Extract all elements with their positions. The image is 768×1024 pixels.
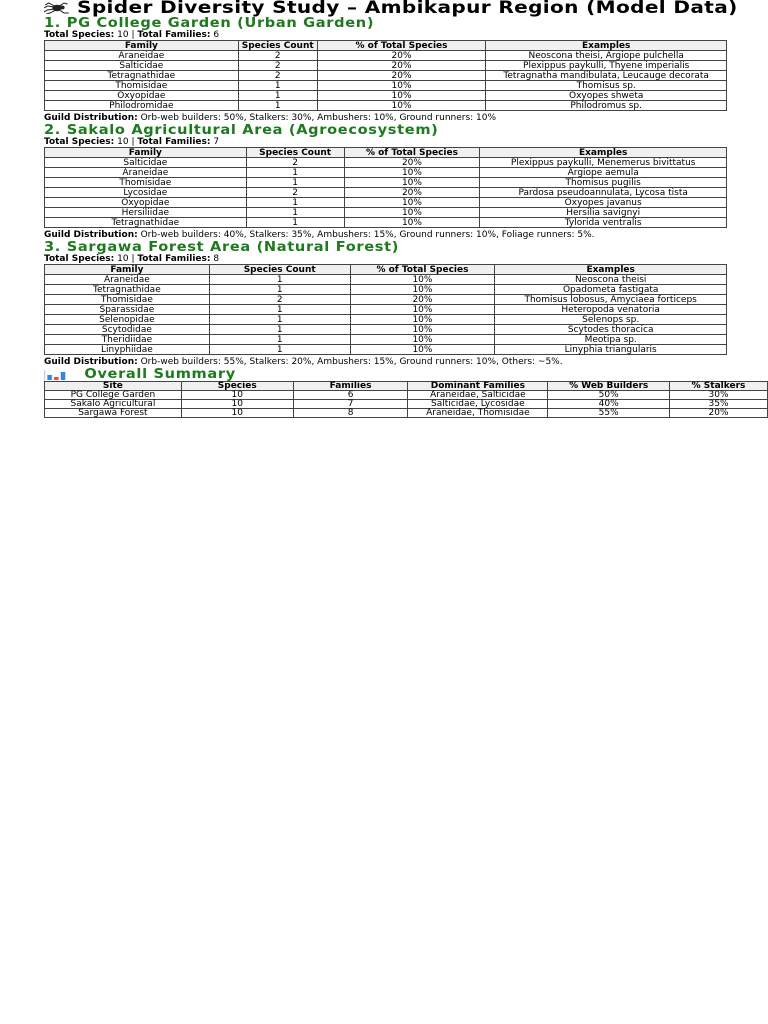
section-1-guild-distribution [44,114,768,122]
examples-cell: Oxyopes shweta [486,91,727,101]
count-cell: 1 [209,325,350,335]
family-cell: Thomisidae [45,81,239,91]
examples-cell: Thomisus pugilis [480,178,727,188]
totals-species-label: Total Species: [44,137,115,147]
totals-species-label: Total Species: [44,30,115,40]
column-header: Family [45,148,247,158]
column-header: % Stalkers [670,382,768,391]
examples-cell: Hersilia savignyi [480,208,727,218]
percent-cell: 20% [317,51,486,61]
page-title [44,0,768,18]
table-row [45,325,727,335]
percent-cell: 10% [350,285,495,295]
families-cell: 6 [293,391,408,400]
table-row [45,305,727,315]
percent-cell: 20% [344,158,480,168]
totals-families-label: Total Families: [137,137,211,147]
examples-cell: Heteropoda venatoria [495,305,727,315]
table-row [45,158,727,168]
totals-species-value: 10 [117,137,129,147]
section-2-totals [44,137,768,147]
count-cell: 1 [209,315,350,325]
column-header: Examples [495,265,727,275]
totals-species-value: 10 [117,254,129,264]
web-builders-cell: 50% [548,391,670,400]
totals-families-value: 8 [213,254,220,264]
table-row [45,71,727,81]
count-cell: 1 [246,168,344,178]
count-cell: 1 [246,218,344,228]
column-header: Species Count [209,265,350,275]
table-row [45,218,727,228]
count-cell: 2 [246,158,344,168]
table-row [45,168,727,178]
examples-cell: Pardosa pseudoannulata, Lycosa tista [480,188,727,198]
table-row [45,335,727,345]
bar-chart-icon [44,370,75,380]
family-cell: Theridiidae [45,335,210,345]
examples-cell: Tylorida ventralis [480,218,727,228]
table-row [45,51,727,61]
families-cell: 7 [293,400,408,409]
totals-separator: | [131,254,135,264]
percent-cell: 20% [317,71,486,81]
summary-table [44,381,768,418]
species-cell: 10 [181,400,293,409]
table-row [45,400,768,409]
count-cell: 1 [209,275,350,285]
section-3-guild-distribution [44,358,768,366]
percent-cell: 10% [344,178,480,188]
table-row [45,61,727,71]
family-cell: Tetragnathidae [45,218,247,228]
family-cell: Salticidae [45,61,239,71]
species-cell: 10 [181,391,293,400]
count-cell: 2 [209,295,350,305]
family-cell: Philodromidae [45,101,239,111]
percent-cell: 10% [344,198,480,208]
table-row [45,285,727,295]
table-row [45,275,727,285]
guild-text: Orb-web builders: 55%, Stalkers: 20%, Ambushers: 15%, Ground runners: 10%, Others: ~5%. [140,357,563,367]
percent-cell: 10% [350,345,495,355]
totals-species-value: 10 [117,30,129,40]
species-cell: 10 [181,409,293,418]
totals-families-value: 7 [213,137,220,147]
table-header-row [45,265,727,275]
family-cell: Tetragnathidae [45,71,239,81]
stalkers-cell: 35% [670,400,768,409]
examples-cell: Selenops sp. [495,315,727,325]
percent-cell: 10% [350,325,495,335]
column-header: Families [293,382,408,391]
examples-cell: Opadometa fastigata [495,285,727,295]
summary-heading [44,369,768,380]
totals-separator: | [131,30,135,40]
column-header: Species [181,382,293,391]
count-cell: 1 [209,285,350,295]
examples-cell: Plexippus paykulli, Thyene imperialis [486,61,727,71]
stalkers-cell: 30% [670,391,768,400]
families-cell: 8 [293,409,408,418]
examples-cell: Neoscona theisi, Argiope pulchella [486,51,727,61]
count-cell: 1 [246,178,344,188]
percent-cell: 10% [317,101,486,111]
percent-cell: 20% [344,188,480,198]
percent-cell: 20% [350,295,495,305]
count-cell: 2 [238,61,317,71]
table-row [45,315,727,325]
column-header: Dominant Families [408,382,548,391]
site-cell: PG College Garden [45,391,182,400]
percent-cell: 10% [350,305,495,315]
column-header: Examples [480,148,727,158]
table-row [45,188,727,198]
table-row [45,101,727,111]
column-header: Examples [486,41,727,51]
site-cell: Sakalo Agricultural [45,400,182,409]
document-page [44,2,768,418]
web-builders-cell: 55% [548,409,670,418]
stalkers-cell: 20% [670,409,768,418]
percent-cell: 10% [344,208,480,218]
family-cell: Selenopidae [45,315,210,325]
family-cell: Thomisidae [45,178,247,188]
totals-species-label: Total Species: [44,254,115,264]
examples-cell: Neoscona theisi [495,275,727,285]
examples-cell: Argiope aemula [480,168,727,178]
percent-cell: 10% [350,275,495,285]
family-cell: Oxyopidae [45,198,247,208]
table-row [45,178,727,188]
section-3-heading: 3. Sargawa Forest Area (Natural Forest) [44,240,400,255]
column-header: Species Count [238,41,317,51]
examples-cell: Plexippus paykulli, Menemerus bivittatus [480,158,727,168]
section-1-table [44,40,727,111]
column-header: % of Total Species [350,265,495,275]
table-row [45,208,727,218]
table-row [45,91,727,101]
count-cell: 1 [209,335,350,345]
examples-cell: Thomisus lobosus, Amyciaea forticeps [495,295,727,305]
guild-label: Guild Distribution: [44,113,138,123]
guild-text: Orb-web builders: 40%, Stalkers: 35%, Ambushers: 15%, Ground runners: 10%, Foliage runners: 5%. [140,230,595,240]
percent-cell: 20% [317,61,486,71]
column-header: % Web Builders [548,382,670,391]
web-builders-cell: 40% [548,400,670,409]
table-row [45,295,727,305]
spider-icon [44,2,70,14]
count-cell: 1 [238,101,317,111]
family-cell: Araneidae [45,275,210,285]
guild-text: Orb-web builders: 50%, Stalkers: 30%, Ambushers: 10%, Ground runners: 10% [140,113,497,123]
examples-cell: Meotipa sp. [495,335,727,345]
site-cell: Sargawa Forest [45,409,182,418]
totals-separator: | [131,137,135,147]
column-header: Family [45,265,210,275]
percent-cell: 10% [350,315,495,325]
percent-cell: 10% [344,218,480,228]
family-cell: Thomisidae [45,295,210,305]
table-row [45,81,727,91]
family-cell: Hersiliidae [45,208,247,218]
section-1-heading: 1. PG College Garden (Urban Garden) [44,16,375,31]
count-cell: 1 [238,81,317,91]
section-3-table [44,264,727,355]
count-cell: 1 [209,345,350,355]
examples-cell: Scytodes thoracica [495,325,727,335]
count-cell: 1 [238,91,317,101]
table-header-row [45,148,727,158]
family-cell: Tetragnathidae [45,285,210,295]
percent-cell: 10% [350,335,495,345]
totals-families-label: Total Families: [137,254,211,264]
examples-cell: Oxyopes javanus [480,198,727,208]
examples-cell: Linyphia triangularis [495,345,727,355]
column-header: Species Count [246,148,344,158]
column-header: % of Total Species [344,148,480,158]
dominant-cell: Araneidae, Thomisidae [408,409,548,418]
table-row [45,409,768,418]
percent-cell: 10% [317,91,486,101]
dominant-cell: Araneidae, Salticidae [408,391,548,400]
examples-cell: Philodromus sp. [486,101,727,111]
count-cell: 1 [209,305,350,315]
percent-cell: 10% [344,168,480,178]
dominant-cell: Salticidae, Lycosidae [408,400,548,409]
column-header: Site [45,382,182,391]
section-3-totals [44,254,768,264]
column-header: % of Total Species [317,41,486,51]
count-cell: 1 [246,198,344,208]
column-header: Family [45,41,239,51]
totals-families-label: Total Families: [137,30,211,40]
table-row [45,198,727,208]
family-cell: Sparassidae [45,305,210,315]
summary-heading-text: Overall Summary [84,367,236,382]
totals-families-value: 6 [213,30,220,40]
examples-cell: Tetragnatha mandibulata, Leucauge decorata [486,71,727,81]
table-row [45,345,727,355]
percent-cell: 10% [317,81,486,91]
guild-label: Guild Distribution: [44,230,138,240]
family-cell: Lycosidae [45,188,247,198]
table-header-row [45,41,727,51]
count-cell: 2 [238,51,317,61]
count-cell: 1 [246,208,344,218]
count-cell: 2 [238,71,317,81]
section-2-table [44,147,727,228]
family-cell: Araneidae [45,51,239,61]
section-2-heading: 2. Sakalo Agricultural Area (Agroecosystem) [44,123,439,138]
family-cell: Linyphiidae [45,345,210,355]
examples-cell: Thomisus sp. [486,81,727,91]
guild-label: Guild Distribution: [44,357,138,367]
family-cell: Salticidae [45,158,247,168]
section-1-totals [44,30,768,40]
family-cell: Oxyopidae [45,91,239,101]
page-title-text: Spider Diversity Study – Ambikapur Region (Model Data) [77,0,738,18]
family-cell: Araneidae [45,168,247,178]
section-2-guild-distribution [44,231,768,239]
count-cell: 2 [246,188,344,198]
family-cell: Scytodidae [45,325,210,335]
